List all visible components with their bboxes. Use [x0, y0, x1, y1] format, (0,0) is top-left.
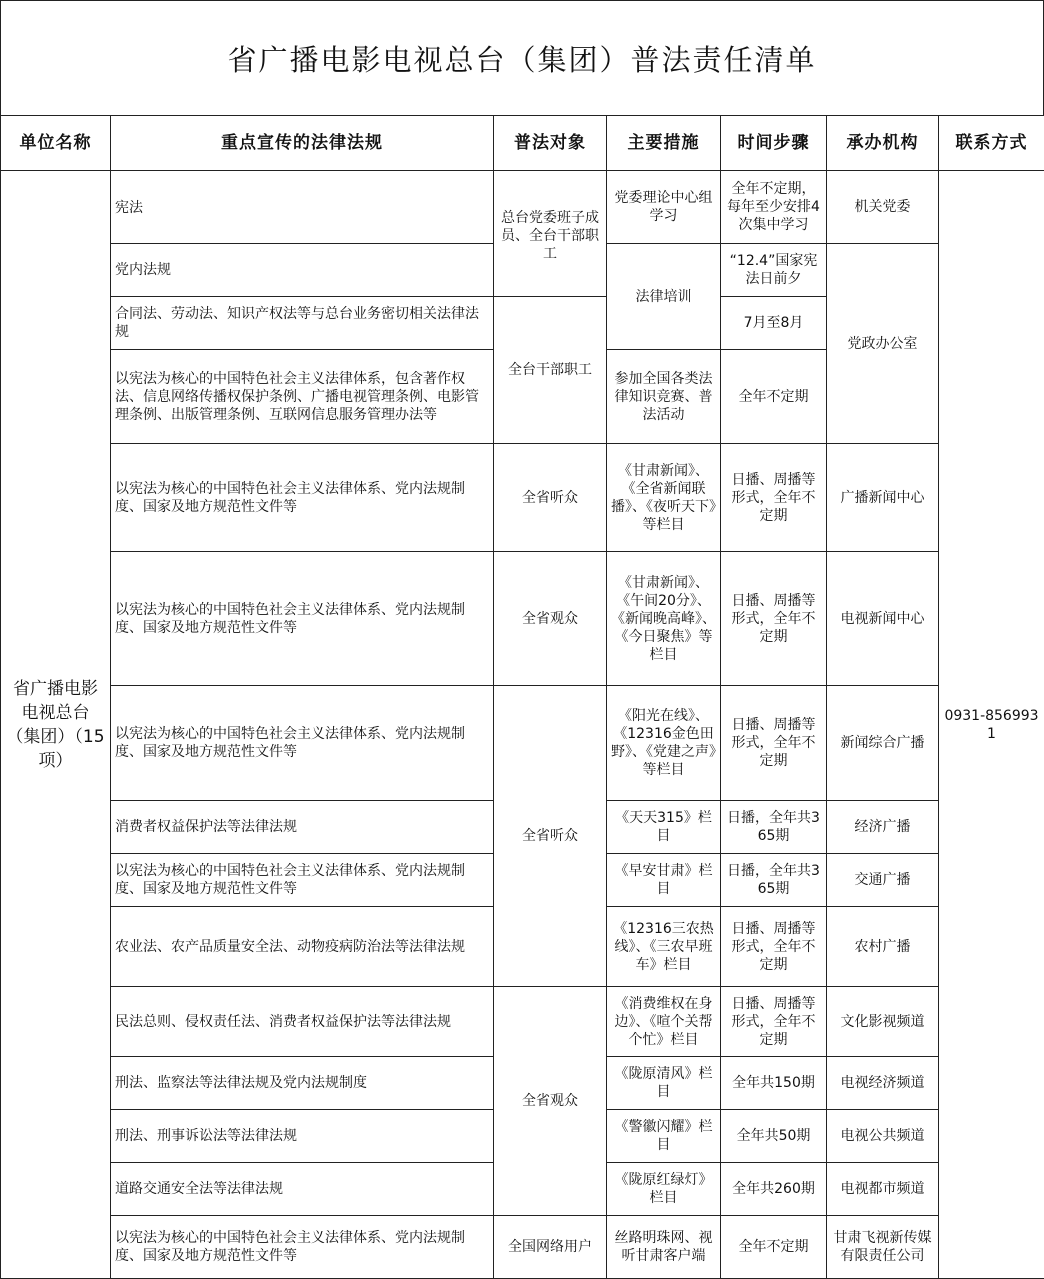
table-row [1, 987, 1044, 1057]
law-cell: 道路交通安全法等法律法规 [111, 1163, 494, 1216]
audience-cell: 总台党委班子成员、全台干部职工 [494, 171, 607, 297]
header-audience: 普法对象 [494, 116, 607, 171]
contact-cell: 0931-8569931 [939, 171, 1044, 1279]
table-row [1, 171, 1044, 244]
page-title: 省广播电影电视总台（集团）普法责任清单 [227, 42, 817, 77]
law-cell: 党内法规 [111, 244, 494, 297]
agency-cell: 广播新闻中心 [827, 444, 939, 552]
measure-cell: 丝路明珠网、视听甘肃客户端 [607, 1216, 721, 1279]
responsibility-table [0, 115, 1044, 1279]
schedule-cell: 日播、周播等形式，全年不定期 [721, 686, 827, 801]
header-agency: 承办机构 [827, 116, 939, 171]
audience-cell: 全台干部职工 [494, 297, 607, 444]
law-cell: 以宪法为核心的中国特色社会主义法律体系、党内法规制度、国家及地方规范性文件等 [111, 686, 494, 801]
measure-cell: 《警徽闪耀》栏目 [607, 1110, 721, 1163]
audience-cell: 全省观众 [494, 552, 607, 686]
agency-cell: 经济广播 [827, 801, 939, 854]
law-cell: 消费者权益保护法等法律法规 [111, 801, 494, 854]
measure-cell: 参加全国各类法律知识竞赛、普法活动 [607, 350, 721, 444]
agency-cell: 新闻综合广播 [827, 686, 939, 801]
measure-cell: 党委理论中心组学习 [607, 171, 721, 244]
law-cell: 农业法、农产品质量安全法、动物疫病防治法等法律法规 [111, 907, 494, 987]
audience-cell: 全省观众 [494, 987, 607, 1216]
law-cell: 民法总则、侵权责任法、消费者权益保护法等法律法规 [111, 987, 494, 1057]
schedule-cell: 日播、周播等形式，全年不定期 [721, 552, 827, 686]
measure-cell: 《12316三农热线》、《三农早班车》栏目 [607, 907, 721, 987]
audience-cell: 全省听众 [494, 686, 607, 987]
header-laws: 重点宣传的法律法规 [111, 116, 494, 171]
schedule-cell: 全年不定期，每年至少安排4次集中学习 [721, 171, 827, 244]
agency-cell: 机关党委 [827, 171, 939, 244]
measure-cell: 《消费维权在身边》、《喧个关帮个忙》栏目 [607, 987, 721, 1057]
schedule-cell: “12.4”国家宪法日前夕 [721, 244, 827, 297]
agency-cell: 农村广播 [827, 907, 939, 987]
law-cell: 刑法、监察法等法律法规及党内法规制度 [111, 1057, 494, 1110]
schedule-cell: 日播、周播等形式，全年不定期 [721, 987, 827, 1057]
law-cell: 以宪法为核心的中国特色社会主义法律体系、党内法规制度、国家及地方规范性文件等 [111, 444, 494, 552]
law-cell: 以宪法为核心的中国特色社会主义法律体系、党内法规制度、国家及地方规范性文件等 [111, 1216, 494, 1279]
law-cell: 宪法 [111, 171, 494, 244]
header-row [1, 116, 1044, 171]
table-row [1, 686, 1044, 801]
measure-cell: 《阳光在线》、《12316金色田野》、《党建之声》等栏目 [607, 686, 721, 801]
measure-cell: 《陇原红绿灯》栏目 [607, 1163, 721, 1216]
measure-cell: 法律培训 [607, 244, 721, 350]
schedule-cell: 7月至8月 [721, 297, 827, 350]
schedule-cell: 全年共260期 [721, 1163, 827, 1216]
agency-cell: 交通广播 [827, 854, 939, 907]
agency-cell: 电视公共频道 [827, 1110, 939, 1163]
agency-cell: 甘肃飞视新传媒有限责任公司 [827, 1216, 939, 1279]
law-cell: 刑法、刑事诉讼法等法律法规 [111, 1110, 494, 1163]
header-unit: 单位名称 [1, 116, 111, 171]
schedule-cell: 日播、周播等形式，全年不定期 [721, 444, 827, 552]
header-contact: 联系方式 [939, 116, 1044, 171]
title-box [0, 0, 1044, 115]
agency-cell: 党政办公室 [827, 244, 939, 444]
schedule-cell: 全年不定期 [721, 1216, 827, 1279]
law-cell: 以宪法为核心的中国特色社会主义法律体系、党内法规制度、国家及地方规范性文件等 [111, 552, 494, 686]
schedule-cell: 全年不定期 [721, 350, 827, 444]
measure-cell: 《陇原清风》栏目 [607, 1057, 721, 1110]
unit-name-cell: 省广播电影电视总台（集团）（15项） [1, 171, 111, 1279]
header-measures: 主要措施 [607, 116, 721, 171]
measure-cell: 《甘肃新闻》、《全省新闻联播》、《夜听天下》等栏目 [607, 444, 721, 552]
agency-cell: 电视都市频道 [827, 1163, 939, 1216]
schedule-cell: 全年共50期 [721, 1110, 827, 1163]
measure-cell: 《早安甘肃》栏目 [607, 854, 721, 907]
agency-cell: 文化影视频道 [827, 987, 939, 1057]
schedule-cell: 日播，全年共365期 [721, 801, 827, 854]
schedule-cell: 日播、周播等形式，全年不定期 [721, 907, 827, 987]
schedule-cell: 日播，全年共365期 [721, 854, 827, 907]
law-cell: 以宪法为核心的中国特色社会主义法律体系、党内法规制度、国家及地方规范性文件等 [111, 854, 494, 907]
table-row [1, 1216, 1044, 1279]
agency-cell: 电视经济频道 [827, 1057, 939, 1110]
audience-cell: 全省听众 [494, 444, 607, 552]
table-row [1, 444, 1044, 552]
measure-cell: 《天天315》栏目 [607, 801, 721, 854]
measure-cell: 《甘肃新闻》、《午间20分》、《新闻晚高峰》、《今日聚焦》等栏目 [607, 552, 721, 686]
schedule-cell: 全年共150期 [721, 1057, 827, 1110]
agency-cell: 电视新闻中心 [827, 552, 939, 686]
law-cell: 以宪法为核心的中国特色社会主义法律体系，包含著作权法、信息网络传播权保护条例、广播电视管理条例、电影管理条例、出版管理条例、互联网信息服务管理办法等 [111, 350, 494, 444]
audience-cell: 全国网络用户 [494, 1216, 607, 1279]
law-cell: 合同法、劳动法、知识产权法等与总台业务密切相关法律法规 [111, 297, 494, 350]
table-row [1, 552, 1044, 686]
header-schedule: 时间步骤 [721, 116, 827, 171]
